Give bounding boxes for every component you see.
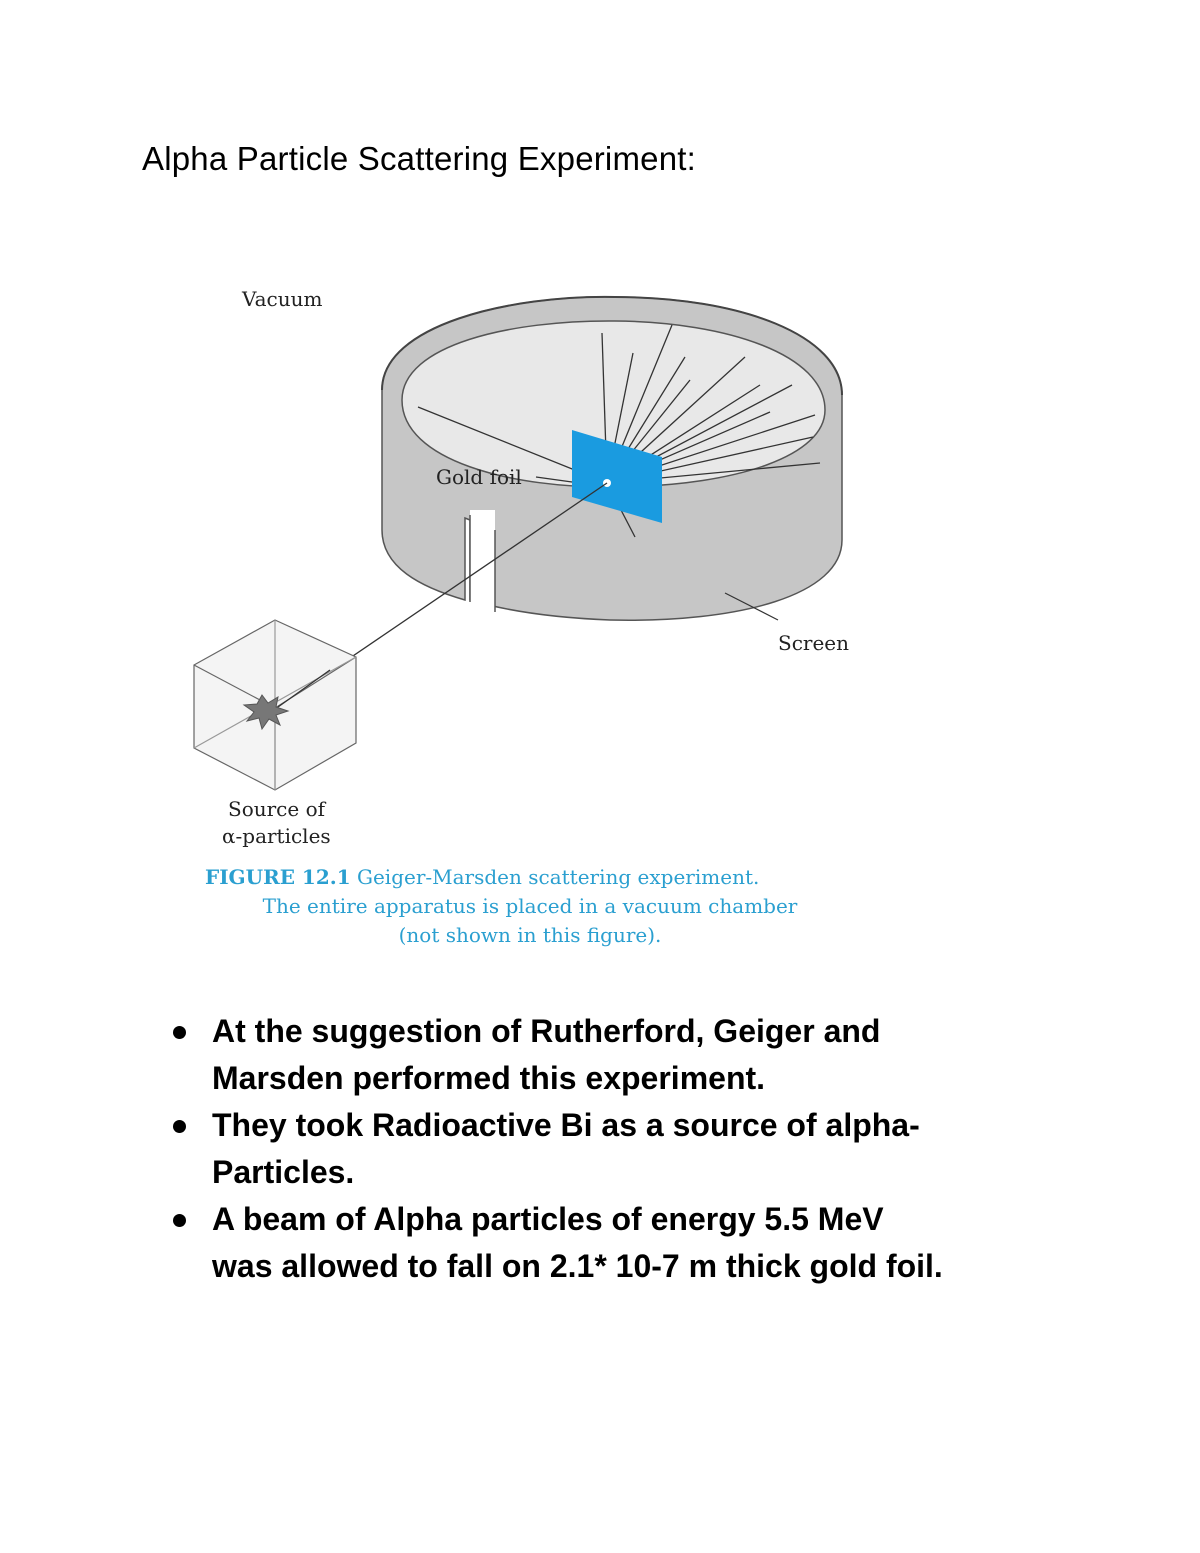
bullet-line-1: They took Radioactive Bi as a source of alpha- xyxy=(212,1107,920,1143)
caption-line-1 xyxy=(205,863,855,892)
bullet-item xyxy=(170,1102,1070,1196)
bullet-line-2: Particles. xyxy=(212,1154,355,1190)
bullet-dot-icon xyxy=(173,1214,186,1227)
bullet-line-1: At the suggestion of Rutherford, Geiger and xyxy=(212,1013,881,1049)
caption-line-1-text: Geiger-Marsden scattering experiment. xyxy=(356,865,760,889)
figure-number: FIGURE 12.1 xyxy=(205,865,351,889)
source-label-line2: α-particles xyxy=(222,824,331,848)
figure-caption xyxy=(205,863,855,950)
bullet-item xyxy=(170,1196,1070,1290)
bullet-line-1: A beam of Alpha particles of energy 5.5 MeV xyxy=(212,1201,884,1237)
scattering-figure xyxy=(180,275,880,965)
bullet-line-2: Marsden performed this experiment. xyxy=(212,1060,766,1096)
bullet-dot-icon xyxy=(173,1120,186,1133)
screen-label: Screen xyxy=(778,631,850,655)
bullet-line-2: was allowed to fall on 2.1* 10-7 m thick gold foil. xyxy=(212,1248,943,1284)
page-title: Alpha Particle Scattering Experiment: xyxy=(142,140,696,177)
caption-line-2: The entire apparatus is placed in a vacuum chamber xyxy=(262,894,798,918)
vacuum-label: Vacuum xyxy=(242,287,323,311)
bullet-item xyxy=(170,1008,1070,1102)
bullet-dot-icon xyxy=(173,1026,186,1039)
apparatus-diagram xyxy=(180,275,880,965)
bullet-list xyxy=(170,1008,1070,1290)
gold-foil-label: Gold foil xyxy=(436,465,522,489)
source-label-line1: Source of xyxy=(228,797,326,821)
caption-line-3: (not shown in this figure). xyxy=(398,923,662,947)
